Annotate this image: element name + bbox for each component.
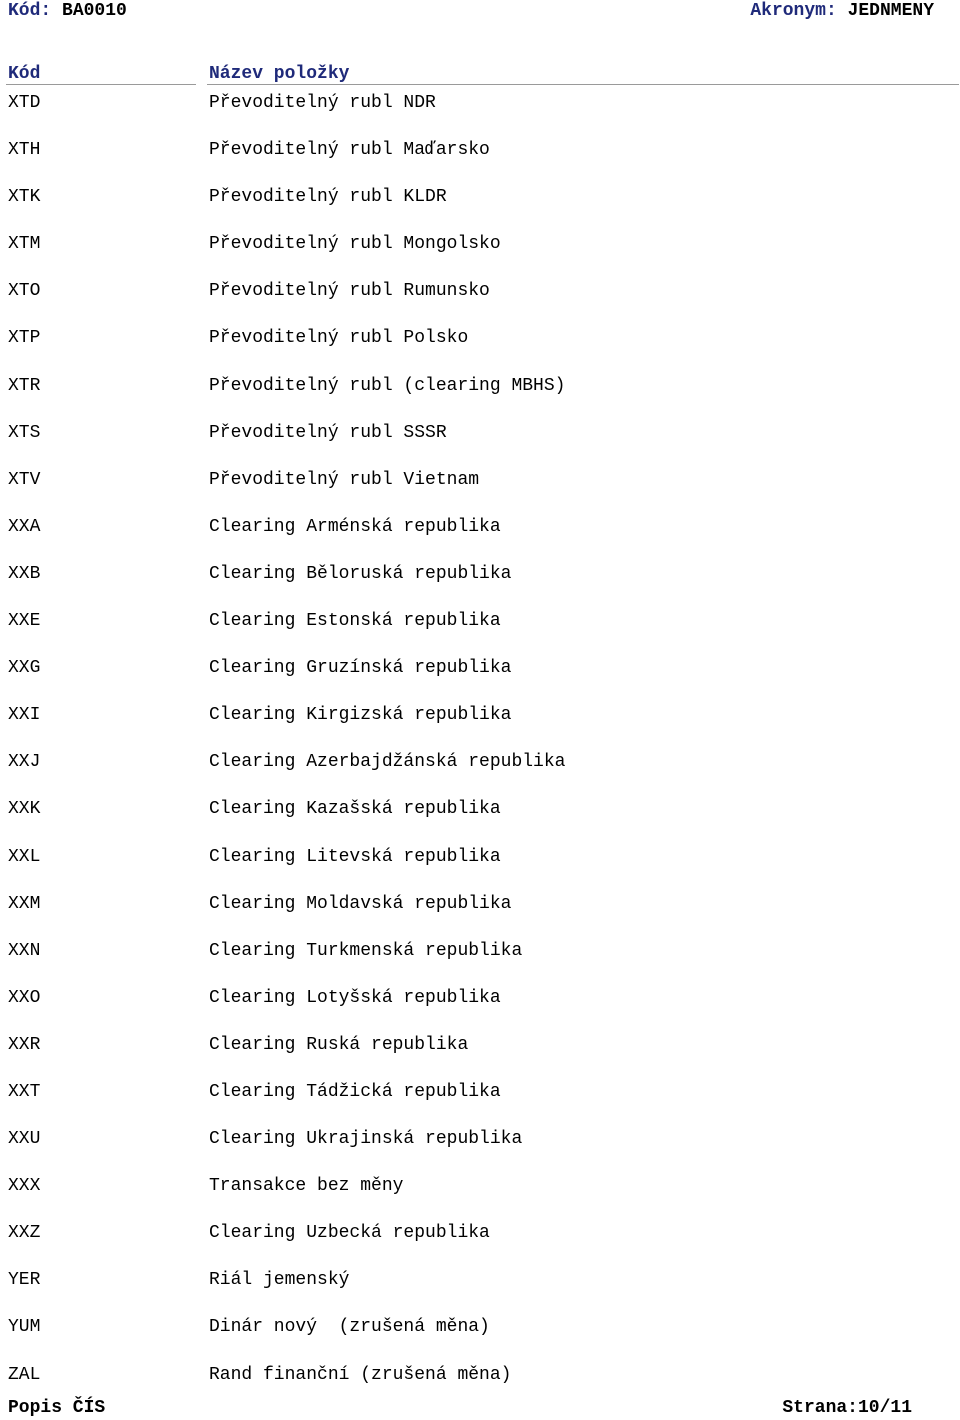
table-row [0, 91, 960, 138]
currency-code: XXE [8, 611, 41, 632]
table-row [0, 1080, 960, 1127]
table-row [0, 609, 960, 656]
header-code-label: Kód: [8, 1, 52, 21]
currency-name: Převoditelný rubl Rumunsko [209, 281, 490, 302]
currency-code: XXU [8, 1129, 41, 1150]
currency-name: Clearing Tádžická republika [209, 1081, 501, 1102]
currency-code: ZAL [8, 1364, 41, 1385]
currency-name: Převoditelný rubl KLDR [209, 187, 447, 208]
table-row [0, 374, 960, 421]
table-row [0, 986, 960, 1033]
table-row [0, 421, 960, 468]
currency-code: XXT [8, 1081, 41, 1102]
table-row [0, 703, 960, 750]
currency-code: XXX [8, 1176, 41, 1197]
currency-name: Převoditelný rubl Mongolsko [209, 234, 501, 255]
column-header-code: Kód [8, 64, 41, 84]
currency-code: YUM [8, 1317, 41, 1338]
currency-name: Clearing Kazašská republika [209, 799, 501, 820]
currency-name: Převoditelný rubl NDR [209, 93, 436, 113]
currency-code: XXO [8, 987, 41, 1008]
table-row [0, 797, 960, 844]
currency-name: Clearing Turkmenská republika [209, 940, 523, 961]
currency-code: XTO [8, 281, 41, 302]
currency-name: Clearing Uzbecká republika [209, 1223, 490, 1244]
table-row [0, 656, 960, 703]
table-row [0, 939, 960, 986]
currency-name: Převoditelný rubl (clearing MBHS) [209, 375, 566, 396]
table-row [0, 1315, 960, 1362]
currency-name: Rand finanční (zrušená měna) [209, 1364, 512, 1385]
table-row [0, 1033, 960, 1080]
currency-code: XTH [8, 140, 41, 161]
currency-code: XXK [8, 799, 41, 820]
currency-name: Clearing Ruská republika [209, 1034, 469, 1055]
currency-name: Převoditelný rubl Polsko [209, 328, 469, 349]
currency-code: XXR [8, 1034, 41, 1055]
table-row [0, 1268, 960, 1315]
currency-name: Clearing Litevská republika [209, 846, 501, 867]
currency-name: Clearing Arménská republika [209, 516, 501, 537]
header-code-value: BA0010 [62, 1, 127, 21]
table-row [0, 468, 960, 515]
currency-code: XXJ [8, 752, 41, 773]
currency-name: Transakce bez měny [209, 1176, 404, 1197]
currency-code: XTV [8, 469, 41, 490]
currency-name: Clearing Azerbajdžánská republika [209, 752, 566, 773]
currency-name: Riál jemenský [209, 1270, 350, 1291]
table-row [0, 845, 960, 892]
table-row [0, 892, 960, 939]
table-row [0, 185, 960, 232]
header-acronym-label: Akronym: [750, 1, 837, 21]
column-rule-name [207, 84, 959, 85]
currency-name: Clearing Gruzínská republika [209, 658, 512, 679]
currency-code: XXM [8, 893, 41, 914]
table-row [0, 1127, 960, 1174]
currency-name: Clearing Estonská republika [209, 611, 501, 632]
table-row [0, 1221, 960, 1268]
header-acronym-value: JEDNMENY [847, 1, 934, 21]
table-row [0, 279, 960, 326]
header-code [8, 0, 127, 22]
currency-name: Clearing Moldavská republika [209, 893, 512, 914]
currency-code: XTS [8, 422, 41, 443]
currency-code: XXB [8, 563, 41, 584]
table-row [0, 232, 960, 279]
currency-code: XTR [8, 375, 41, 396]
currency-code: YER [8, 1270, 41, 1291]
footer-description: Popis ČÍS [8, 1398, 106, 1418]
currency-code: XXI [8, 705, 41, 726]
currency-code: XXG [8, 658, 41, 679]
column-rule-code [6, 84, 196, 85]
currency-code: XTD [8, 93, 41, 113]
currency-name: Clearing Běloruská republika [209, 563, 512, 584]
currency-name: Převoditelný rubl SSSR [209, 422, 447, 443]
currency-code: XTK [8, 187, 41, 208]
currency-name: Převoditelný rubl Maďarsko [209, 140, 490, 161]
table-row [0, 138, 960, 185]
column-header-name: Název položky [209, 64, 350, 84]
currency-name: Převoditelný rubl Vietnam [209, 469, 480, 490]
currency-code: XTM [8, 234, 41, 255]
table-row [0, 750, 960, 797]
currency-code: XXA [8, 516, 41, 537]
table-row [0, 515, 960, 562]
currency-code: XXZ [8, 1223, 41, 1244]
table-row [0, 326, 960, 373]
table-row [0, 562, 960, 609]
currency-name: Clearing Ukrajinská republika [209, 1129, 523, 1150]
currency-name: Clearing Kirgizská republika [209, 705, 512, 726]
table-row [0, 1174, 960, 1221]
currency-code: XXN [8, 940, 41, 961]
footer-page-number: Strana:10/11 [782, 1398, 912, 1418]
currency-code: XXL [8, 846, 41, 867]
currency-name: Clearing Lotyšská republika [209, 987, 501, 1008]
currency-name: Dinár nový (zrušená měna) [209, 1317, 490, 1338]
currency-list [0, 91, 960, 1410]
header-acronym [750, 0, 934, 22]
currency-code: XTP [8, 328, 41, 349]
